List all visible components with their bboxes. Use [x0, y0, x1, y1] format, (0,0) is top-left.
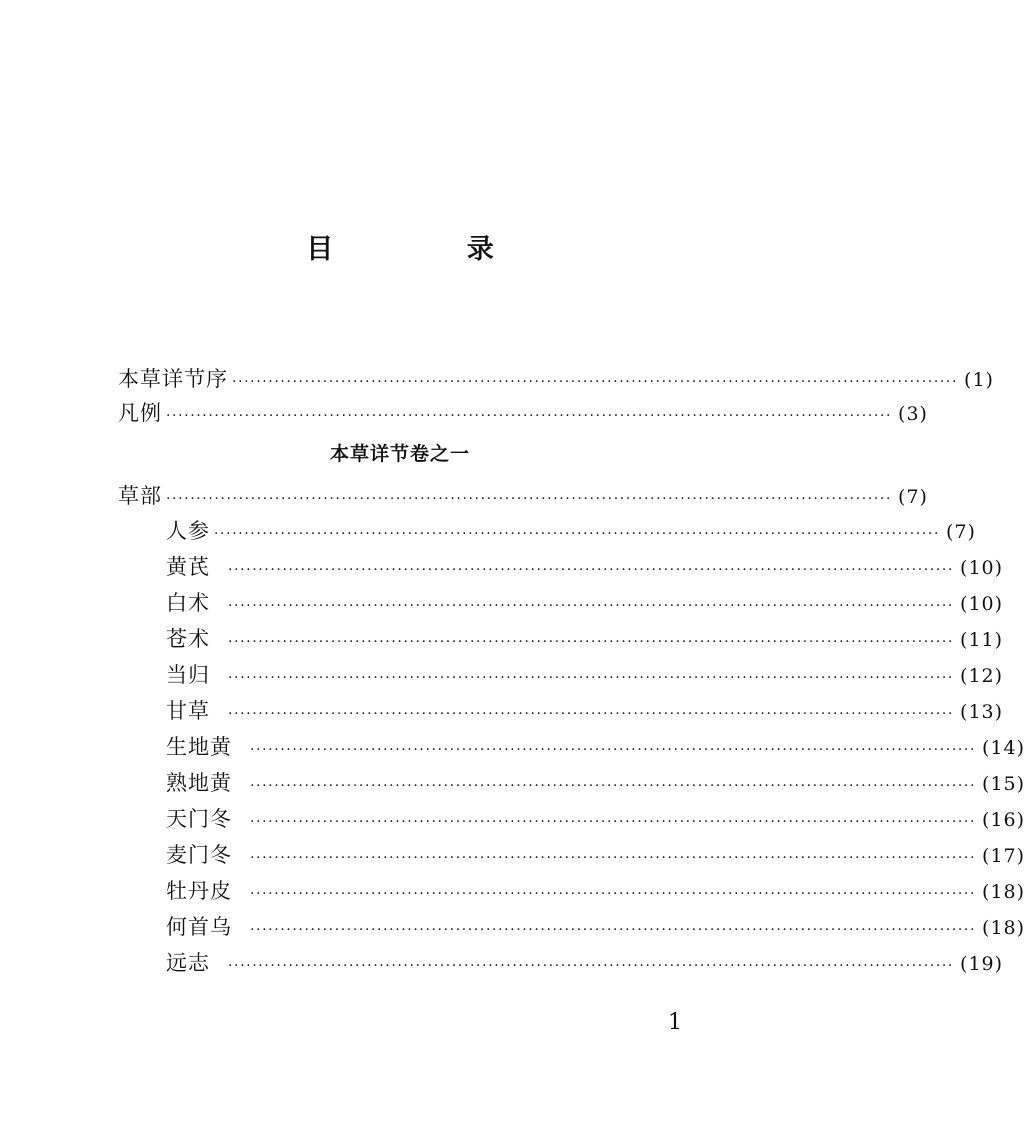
toc-entry[interactable] — [118, 395, 928, 431]
dot-leader: ························································································································ — [166, 408, 893, 424]
dot-leader: ························································································································ — [250, 922, 977, 938]
dot-leader: ························································································································ — [228, 634, 955, 650]
dot-leader: ························································································································ — [214, 526, 941, 542]
toc-entry-label: 白术 — [166, 591, 210, 615]
dot-leader: ························································································································ — [232, 374, 959, 390]
toc-entry-page: (11) — [960, 629, 1004, 651]
section-heading: 本草详节卷之一 — [329, 443, 470, 465]
toc-entry[interactable] — [118, 478, 928, 514]
toc-entry-label: 凡例 — [118, 401, 162, 425]
toc-entry-page: (10) — [960, 593, 1004, 615]
dot-leader: ························································································································ — [228, 562, 955, 578]
dot-leader: ························································································································ — [228, 670, 955, 686]
toc-entry-label: 麦门冬 — [166, 843, 232, 867]
dot-leader: ························································································································ — [250, 778, 977, 794]
toc-entry-page: (7) — [946, 521, 976, 543]
toc-entry-page: (17) — [982, 845, 1025, 867]
toc-entry-page: (19) — [960, 953, 1004, 975]
toc-entry-label: 草部 — [118, 484, 162, 508]
toc-entry-page: (3) — [898, 403, 928, 425]
toc-entry-page: (10) — [960, 557, 1004, 579]
dot-leader: ························································································································ — [250, 850, 977, 866]
toc-entry[interactable] — [166, 621, 1004, 657]
dot-leader: ························································································································ — [250, 886, 977, 902]
toc-entry-label: 本草详节序 — [118, 367, 228, 391]
toc-entry[interactable] — [166, 657, 1004, 693]
toc-entry[interactable] — [166, 585, 1004, 621]
toc-entry[interactable] — [166, 909, 1025, 945]
toc-entry[interactable] — [166, 801, 1025, 837]
dot-leader: ························································································································ — [228, 958, 955, 974]
toc-entry-page: (7) — [898, 486, 928, 508]
toc-entry-label: 黄芪 — [166, 555, 210, 579]
dot-leader: ························································································································ — [228, 706, 955, 722]
toc-entry[interactable] — [166, 765, 1025, 801]
toc-entry-page: (12) — [960, 665, 1004, 687]
page-number: 1 — [668, 1010, 682, 1035]
toc-entry[interactable] — [166, 693, 1004, 729]
toc-entry-label: 甘草 — [166, 699, 210, 723]
toc-entry-label: 远志 — [166, 951, 210, 975]
toc-entry-page: (1) — [964, 369, 994, 391]
dot-leader: ························································································································ — [166, 491, 893, 507]
toc-entry-label: 何首乌 — [166, 915, 232, 939]
toc-entry[interactable] — [166, 945, 1004, 981]
toc-entry-label: 熟地黄 — [166, 771, 232, 795]
toc-entry-page: (15) — [982, 773, 1025, 795]
toc-entry[interactable] — [166, 549, 1004, 585]
toc-entry-label: 天门冬 — [166, 807, 232, 831]
toc-entry[interactable] — [166, 873, 1025, 909]
toc-entry-label: 人参 — [166, 519, 210, 543]
dot-leader: ························································································································ — [250, 742, 977, 758]
toc-entry-page: (18) — [982, 917, 1025, 939]
toc-entry-page: (14) — [982, 737, 1025, 759]
toc-entry-label: 牡丹皮 — [166, 879, 232, 903]
toc-entry-label: 当归 — [166, 663, 210, 687]
toc-entry-label: 苍术 — [166, 627, 210, 651]
dot-leader: ························································································································ — [250, 814, 977, 830]
toc-entry[interactable] — [118, 361, 994, 397]
toc-entry[interactable] — [166, 837, 1025, 873]
toc-entry[interactable] — [166, 729, 1025, 765]
toc-entry-page: (16) — [982, 809, 1025, 831]
toc-entry[interactable] — [166, 513, 976, 549]
toc-entry-label: 生地黄 — [166, 735, 232, 759]
dot-leader: ························································································································ — [228, 598, 955, 614]
page-title: 目 录 — [306, 234, 556, 265]
toc-entry-page: (13) — [960, 701, 1004, 723]
toc-entry-page: (18) — [982, 881, 1025, 903]
